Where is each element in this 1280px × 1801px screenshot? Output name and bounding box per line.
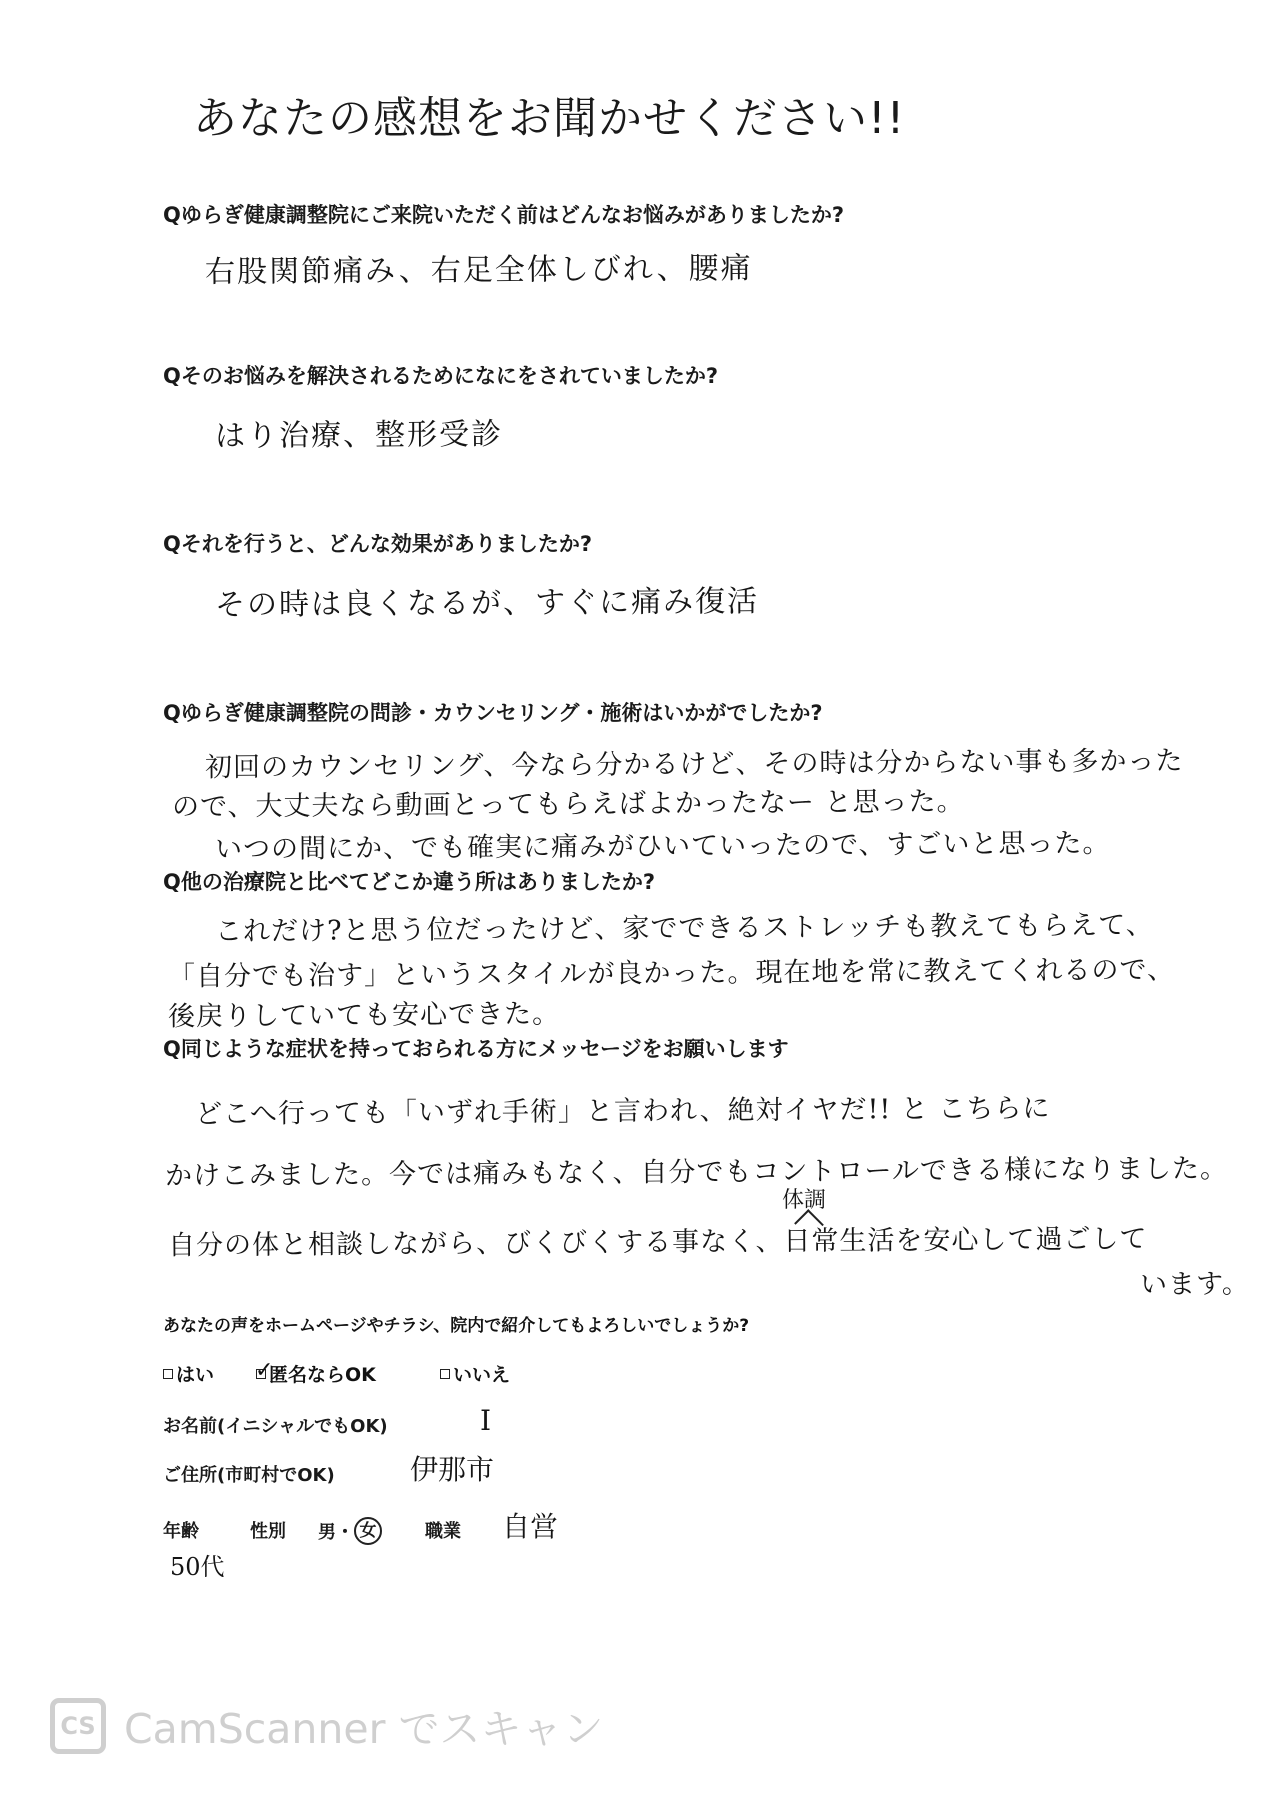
insertion-annotation: 体調 <box>782 1188 827 1213</box>
camscanner-logo-icon: CS <box>50 1698 106 1754</box>
option-no-label: いいえ <box>453 1364 511 1386</box>
option-yes[interactable] <box>163 1360 214 1387</box>
option-anonymous[interactable] <box>255 1357 376 1387</box>
answer-3-line-1: その時は良くなるが、すぐに痛み復活 <box>214 584 760 623</box>
name-label: お名前(イニシャルでもOK) <box>163 1416 388 1437</box>
answer-6-line-4: います。 <box>1139 1268 1250 1301</box>
name-value: I <box>480 1404 492 1437</box>
answer-5-line-2: 「自分でも治す」というスタイルが良かった。現在地を常に教えてくれるので、 <box>167 954 1176 993</box>
answer-6-line-1: どこへ行っても「いずれ手術」と言われ、絶対イヤだ!! と こちらに <box>194 1093 1051 1130</box>
age-label: 年齢 <box>163 1521 199 1542</box>
option-yes-label: はい <box>176 1364 215 1386</box>
age-value: 50代 <box>170 1553 225 1581</box>
consent-question: あなたの声をホームページやチラシ、院内で紹介してもよろしいでしょうか? <box>163 1316 750 1336</box>
gender-options <box>318 1517 382 1545</box>
question-1: Qゆらぎ健康調整院にご来院いただく前はどんなお悩みがありましたか? <box>163 203 845 227</box>
checkbox-no[interactable] <box>440 1369 450 1379</box>
answer-4-line-2: ので、大丈夫なら動画とってもらえばよかったなー と思った。 <box>171 786 965 823</box>
answer-5-line-3: 後戻りしていても安心できた。 <box>167 998 561 1033</box>
gender-male: 男 <box>318 1522 336 1543</box>
address-label: ご住所(市町村でOK) <box>163 1465 335 1486</box>
job-label: 職業 <box>425 1521 461 1542</box>
option-no[interactable] <box>440 1360 510 1387</box>
checkbox-anonymous[interactable] <box>255 1357 274 1383</box>
gender-female-circled: 女 <box>354 1517 382 1545</box>
address-value: 伊那市 <box>410 1453 495 1486</box>
check-mark-icon: ✓ <box>255 1357 274 1383</box>
gender-separator: ・ <box>336 1522 354 1543</box>
watermark-text: CamScanner でスキャン <box>124 1705 604 1753</box>
option-anonymous-label: 匿名ならOK <box>269 1364 376 1386</box>
answer-4-line-3: いつの間にか、でも確実に痛みがひいていったので、すごいと思った。 <box>214 827 1111 866</box>
camscanner-watermark <box>50 1696 603 1755</box>
question-2: Qそのお悩みを解決されるためになにをされていましたか? <box>163 364 719 388</box>
question-6: Q同じような症状を持っておられる方にメッセージをお願いします <box>163 1037 789 1061</box>
job-value: 自営 <box>502 1510 559 1543</box>
page-title: あなたの感想をお聞かせください!! <box>193 93 906 144</box>
answer-2-line-1: はり治療、整形受診 <box>214 416 504 455</box>
answer-1-line-1: 右股関節痛み、右足全体しびれ、腰痛 <box>204 251 753 290</box>
question-4: Qゆらぎ健康調整院の問診・カウンセリング・施術はいかがでしたか? <box>163 701 823 725</box>
answer-6-line-3: 自分の体と相談しながら、びくびくする事なく、日常生活を安心して過ごして <box>167 1223 1148 1262</box>
answer-4-line-1: 初回のカウンセリング、今なら分かるけど、その時は分からない事も多かった <box>204 745 1184 784</box>
question-5: Q他の治療院と比べてどこか違う所はありましたか? <box>163 870 656 894</box>
answer-6-line-2: かけこみました。今では痛みもなく、自分でもコントロールできる様になりました。 <box>164 1153 1229 1192</box>
gender-label: 性別 <box>250 1521 286 1542</box>
checkbox-yes[interactable] <box>163 1369 173 1379</box>
answer-5-line-1: これだけ?と思う位だったけど、家でできるストレッチも教えてもらえて、 <box>214 909 1154 948</box>
question-3: Qそれを行うと、どんな効果がありましたか? <box>163 532 593 556</box>
